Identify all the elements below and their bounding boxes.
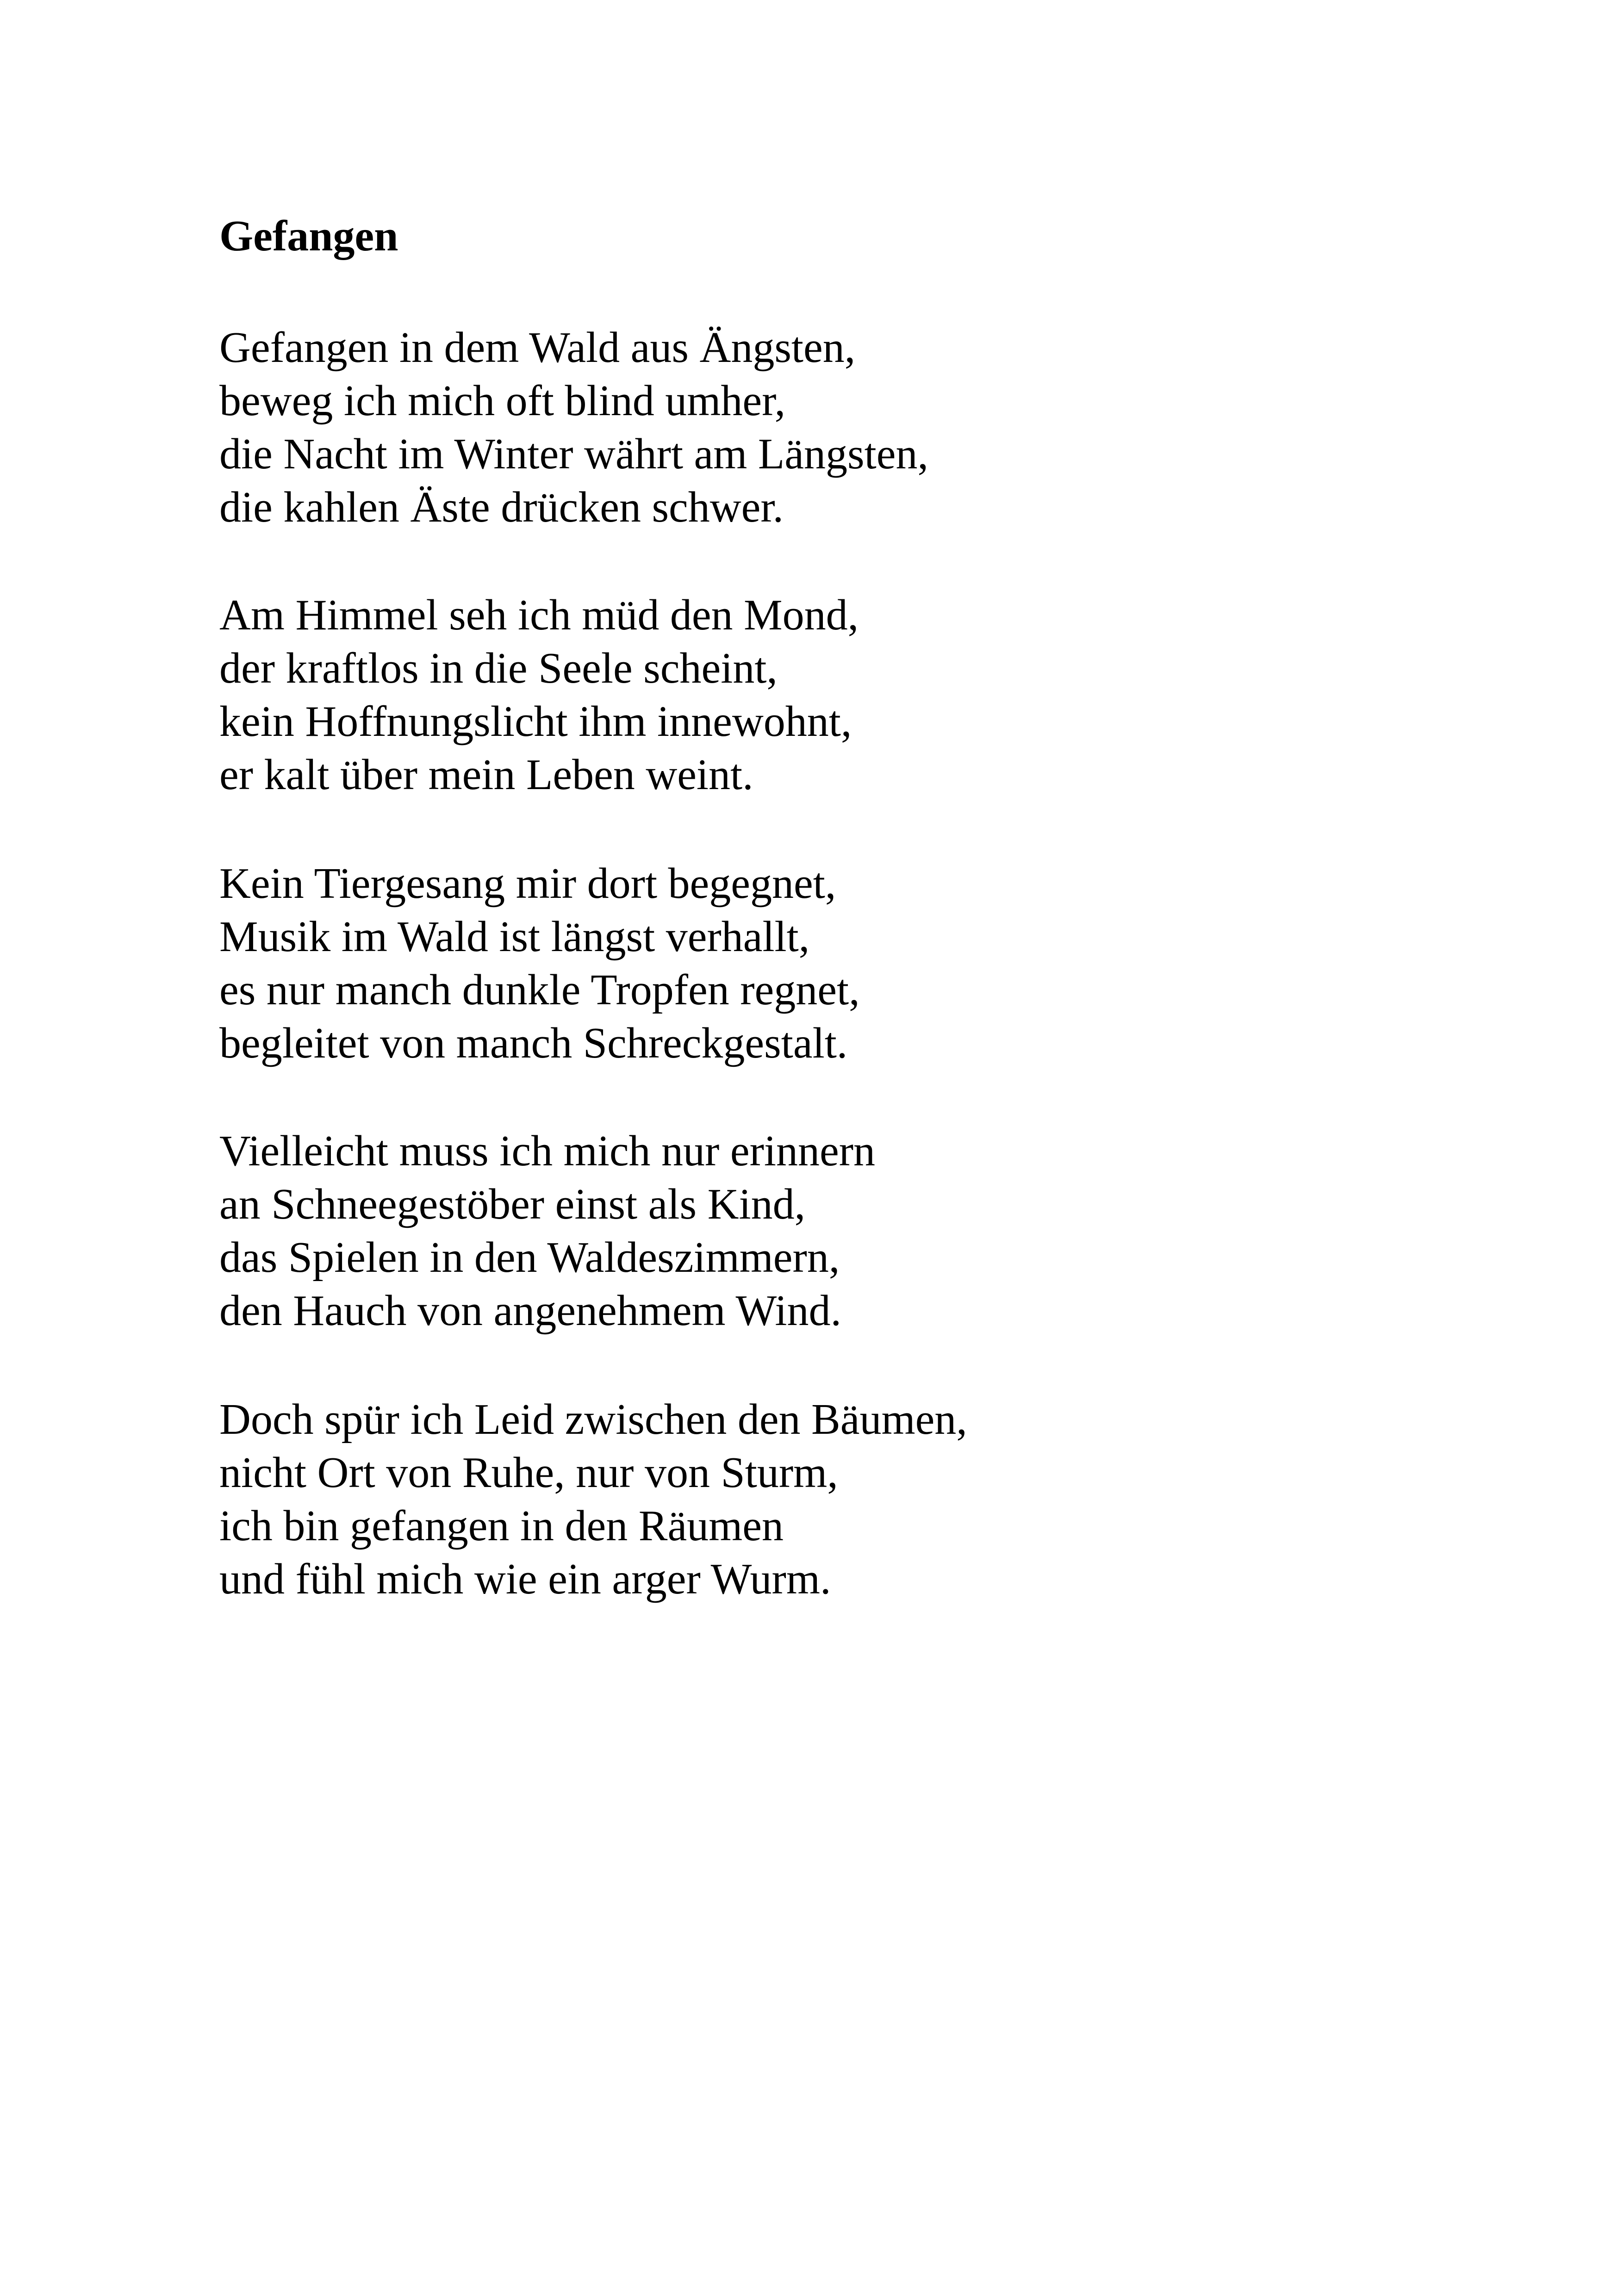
poem-title: Gefangen: [219, 212, 398, 260]
poem-line: die Nacht im Winter währt am Längsten,: [219, 430, 928, 478]
poem-line: an Schneegestöber einst als Kind,: [219, 1180, 806, 1228]
poem-line: begleitet von manch Schreckgestalt.: [219, 1019, 848, 1067]
poem-line: Kein Tiergesang mir dort begegnet,: [219, 859, 836, 908]
poem-line: beweg ich mich oft blind umher,: [219, 377, 786, 425]
poem-line: Am Himmel seh ich müd den Mond,: [219, 591, 859, 639]
poem-line: ich bin gefangen in den Räumen: [219, 1502, 784, 1550]
stanza-2: [219, 589, 859, 802]
stanza-3: [219, 857, 860, 1070]
poem-line: es nur manch dunkle Tropfen regnet,: [219, 966, 860, 1014]
poem-line: Gefangen in dem Wald aus Ängsten,: [219, 324, 856, 372]
poem-line: kein Hoffnungslicht ihm innewohnt,: [219, 697, 852, 746]
poem-line: der kraftlos in die Seele scheint,: [219, 644, 778, 692]
poem-line: Musik im Wald ist längst verhallt,: [219, 913, 810, 961]
poem-line: und fühl mich wie ein arger Wurm.: [219, 1555, 831, 1603]
stanza-4: [219, 1125, 875, 1338]
stanza-1: [219, 321, 928, 534]
poem-line: nicht Ort von Ruhe, nur von Sturm,: [219, 1449, 838, 1497]
poem-line: Vielleicht muss ich mich nur erinnern: [219, 1127, 876, 1175]
poem-line: die kahlen Äste drücken schwer.: [219, 483, 784, 531]
poem-line: Doch spür ich Leid zwischen den Bäumen,: [219, 1395, 967, 1444]
stanza-5: [219, 1393, 967, 1606]
poem-line: das Spielen in den Waldeszimmern,: [219, 1233, 840, 1282]
poem-line: den Hauch von angenehmem Wind.: [219, 1287, 842, 1335]
poem-line: er kalt über mein Leben weint.: [219, 751, 753, 799]
